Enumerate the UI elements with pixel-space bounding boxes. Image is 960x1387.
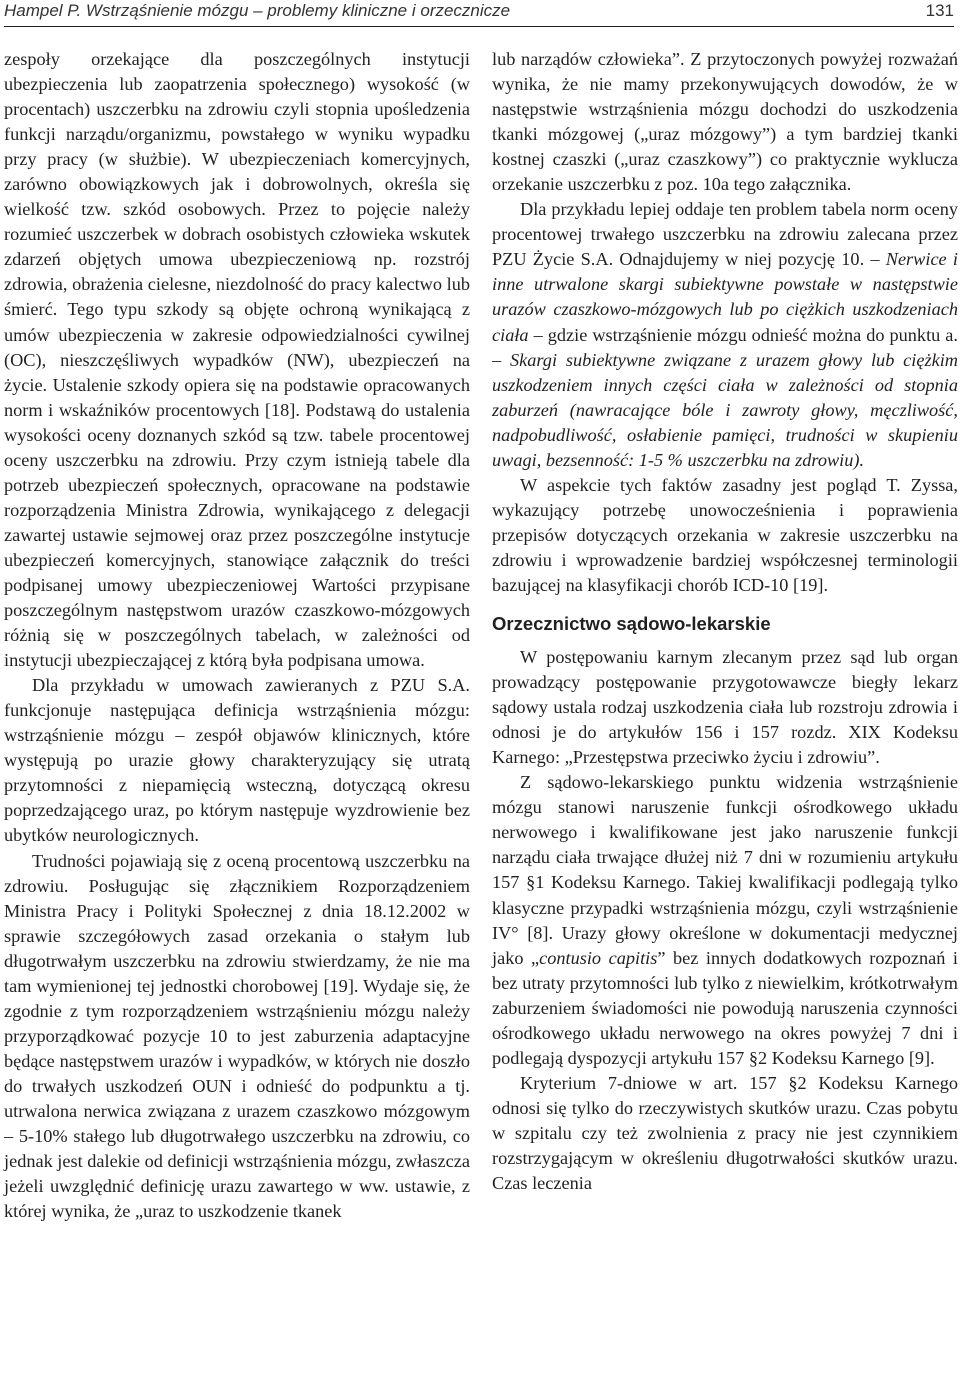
italic-text-run: contusio capitis [539,947,658,968]
running-header [4,0,954,27]
paragraph: Dla przykładu w umowach zawieranych z PZU S.A. funkcjonuje następująca definicja wstrząśnienia mózgu: wstrząśnienie mózgu – zespół objawów klinicznych, które występują po urazie głowy charakteryzujący się utratą przytomności z niepamięcią wsteczną, dotyczącą okresu poprzedzającego uraz, po którym następuje wyzdrowienie bez ubytków neurologicznych. [4,675,470,846]
text-run: – gdzie wstrząśnienie mózgu odnieść można do punktu a. – [492,324,958,370]
paragraph [492,770,958,1071]
paragraph: Trudności pojawiają się z oceną procentową uszczerbku na zdrowiu. Posługując się złącznikiem Rozporządzeniem Ministra Pracy i Polityki Społecznej z dnia 18.12.2002 w sprawie szczegółowych zasad orzekania o stałym lub długotrwałym uszczerbku na zdrowiu stwierdzamy, że nie ma tam wymienionej tej jednostki chorobowej [19]. Wydaje się, że zgodnie z tym rozporządzeniem wstrząśnieniu mózgu należy przyporządkować pozycje 10 to jest zaburzenia adaptacyjne będące następstwem urazów i wypadków, w których nie doszło do trwałych uszkodzeń OUN i odnieść do podpunktu a tj. utrwalona nerwica związana z urazem czaszkowo mózgowym – 5-10% stałego lub długotrwałego uszczerbku na zdrowiu, co jednak jest dalekie od definicji wstrząśnienia mózgu, zwłaszcza jeżeli uwzględnić definicję urazu zawartego w ww. ustawie, z której wynika, że „uraz to uszkodzenie tkanek [4,850,470,1222]
text-run: ” bez innych dodatkowych rozpoznań i bez utraty przytomności lub tylko z niewielkim, krótkotrwałym zaburzeniem świadomości nie powodują naruszenia czynności ośrodkowego układu nerwowego na okres powyżej 7 dni i podlegają dyspozycji artykułu 157 §2 Kodeksu Karnego [9]. [492,947,958,1068]
paragraph: lub narządów człowieka”. Z przytoczonych powyżej rozważań wynika, że nie mamy przekonywujących dowodów, że w następstwie wstrząśnienia mózgu dochodzi do uszkodzenia tkanki mózgowej („uraz mózgowy”) a tym bardziej tkanki kostnej czaszki („uraz czaszkowy”) co praktycznie wyklucza orzekanie uszczerbku z poz. 10a tego załącznika. [492,49,958,195]
left-column [4,47,470,1224]
italic-text-run: Nerwice i inne utrwalone skargi subiektywne powstałe w następstwie urazów czaszkowo-mózgowych lub po ciężkich uszkodzeniach ciała [492,249,958,345]
text-run: Z sądowo-lekarskiego punktu widzenia wstrząśnienie mózgu stanowi naruszenie funkcji ośrodkowego układu nerwowego i kwalifikowane jest jako naruszenie funkcji narządu ciała trwające dłużej niż 7 dni w rozumieniu artykułu 157 §1 Kodeksu Karnego. Takiej kwalifikacji podlegają tylko klasyczne przypadki wstrząśnienia mózgu, czyli wstrząśnienie IV° [8]. Urazy głowy określone w dokumentacji medycznej jako „ [492,772,958,968]
running-title: Hampel P. Wstrząśnienie mózgu – problemy kliniczne i orzecznicze [4,1,511,20]
page-number: 131 [925,1,954,20]
italic-text-run: Skargi subiektywne związane z urazem głowy lub ciężkim uszkodzeniem innych części ciała w zależności od stopnia zaburzeń (nawracające bóle i zawroty głowy, męczliwość, nadpobudliwość, osłabienie pamięci, trudności w skupieniu uwagi, bezsenność: 1-5 % uszczerbku na zdrowiu). [492,349,958,470]
paragraph: W aspekcie tych faktów zasadny jest pogląd T. Zyssa, wykazujący potrzebę unowocześnienia i poprawienia przepisów dotyczących orzekania w zakresie uszczerbku na zdrowiu i wprowadzenie bardziej współczesnej terminologii bazującej na klasyfikacji chorób ICD-10 [19]. [492,474,958,595]
paragraph: zespoły orzekające dla poszczególnych instytucji ubezpieczenia lub zaopatrzenia społecznego) wysokość (w procentach) uszczerbku na zdrowiu czyli stopnia upośledzenia funkcji narządu/organizmu, powstałego w wyniku wypadku przy pracy (w służbie). W ubezpieczeniach komercyjnych, zarówno obowiązkowych jak i dobrowolnych, określa się wielkość tzw. szkód osobowych. Przez to pojęcie należy rozumieć uszczerbek w dobrach osobistych człowieka wskutek zdarzeń objętych umowa ubezpieczeniową np. rozstrój zdrowia, obrażenia cielesne, niezdolność do pracy kalectwo lub śmierć. Tego typu szkody są objęte ochroną wynikającą z umów ubezpieczenia w zakresie odpowiedzialności cywilnej (OC), nieszczęśliwych wypadków (NW), ubezpieczeń na życie. Ustalenie szkody opiera się na podstawie opracowanych norm i wskaźników procentowych [18]. Podstawą do ustalenia wysokości oceny doznanych szkód są tzw. tabele procentowej oceny uszczerbku na zdrowiu. Przy czym istnieją tabele dla potrzeb ubezpieczeń społecznych, opracowane na podstawie rozporządzenia Ministra Zdrowia, wynikającego z delegacji zawartej ustawie sejmowej oraz przez poszczególne instytucje ubezpieczeń komercyjnych, stanowiące załącznik do treści podpisanej umowy ubezpieczeniowej Wartości przypisane poszczególnym następstwom urazów czaszkowo-mózgowych różnią się w poszczególnych tabelach, w zależności od instytucji ubezpieczającej z którą była podpisana umowa. [4,49,470,671]
section-heading: Orzecznictwo sądowo-lekarskie [492,613,771,635]
right-column [492,47,958,1196]
paragraph: Kryterium 7-dniowe w art. 157 §2 Kodeksu Karnego odnosi się tylko do rzeczywistych skutków urazu. Czas pobytu w szpitalu czy też zwolnienia z pracy nie jest czynnikiem rozstrzygającym w określeniu długotrwałości skutków urazu. Czas leczenia [492,1072,958,1194]
text-run: Dla przykładu lepiej oddaje ten problem tabela norm oceny procentowej trwałego uszczerbku na zdrowiu zalecana przez PZU Życie S.A. Odnajdujemy w niej pozycję 10. – [492,199,958,270]
paragraph: W postępowaniu karnym zlecanym przez sąd lub organ prowadzący postępowanie przygotowawcze biegły lekarz sądowy ustala rodzaj uszkodzenia ciała lub rozstroju zdrowia i odnosi je do artykułów 156 i 157 rozdz. XIX Kodeksu Karnego: „Przestępstwa przeciwko życiu i zdrowiu”. [492,647,958,768]
paragraph [492,197,958,473]
